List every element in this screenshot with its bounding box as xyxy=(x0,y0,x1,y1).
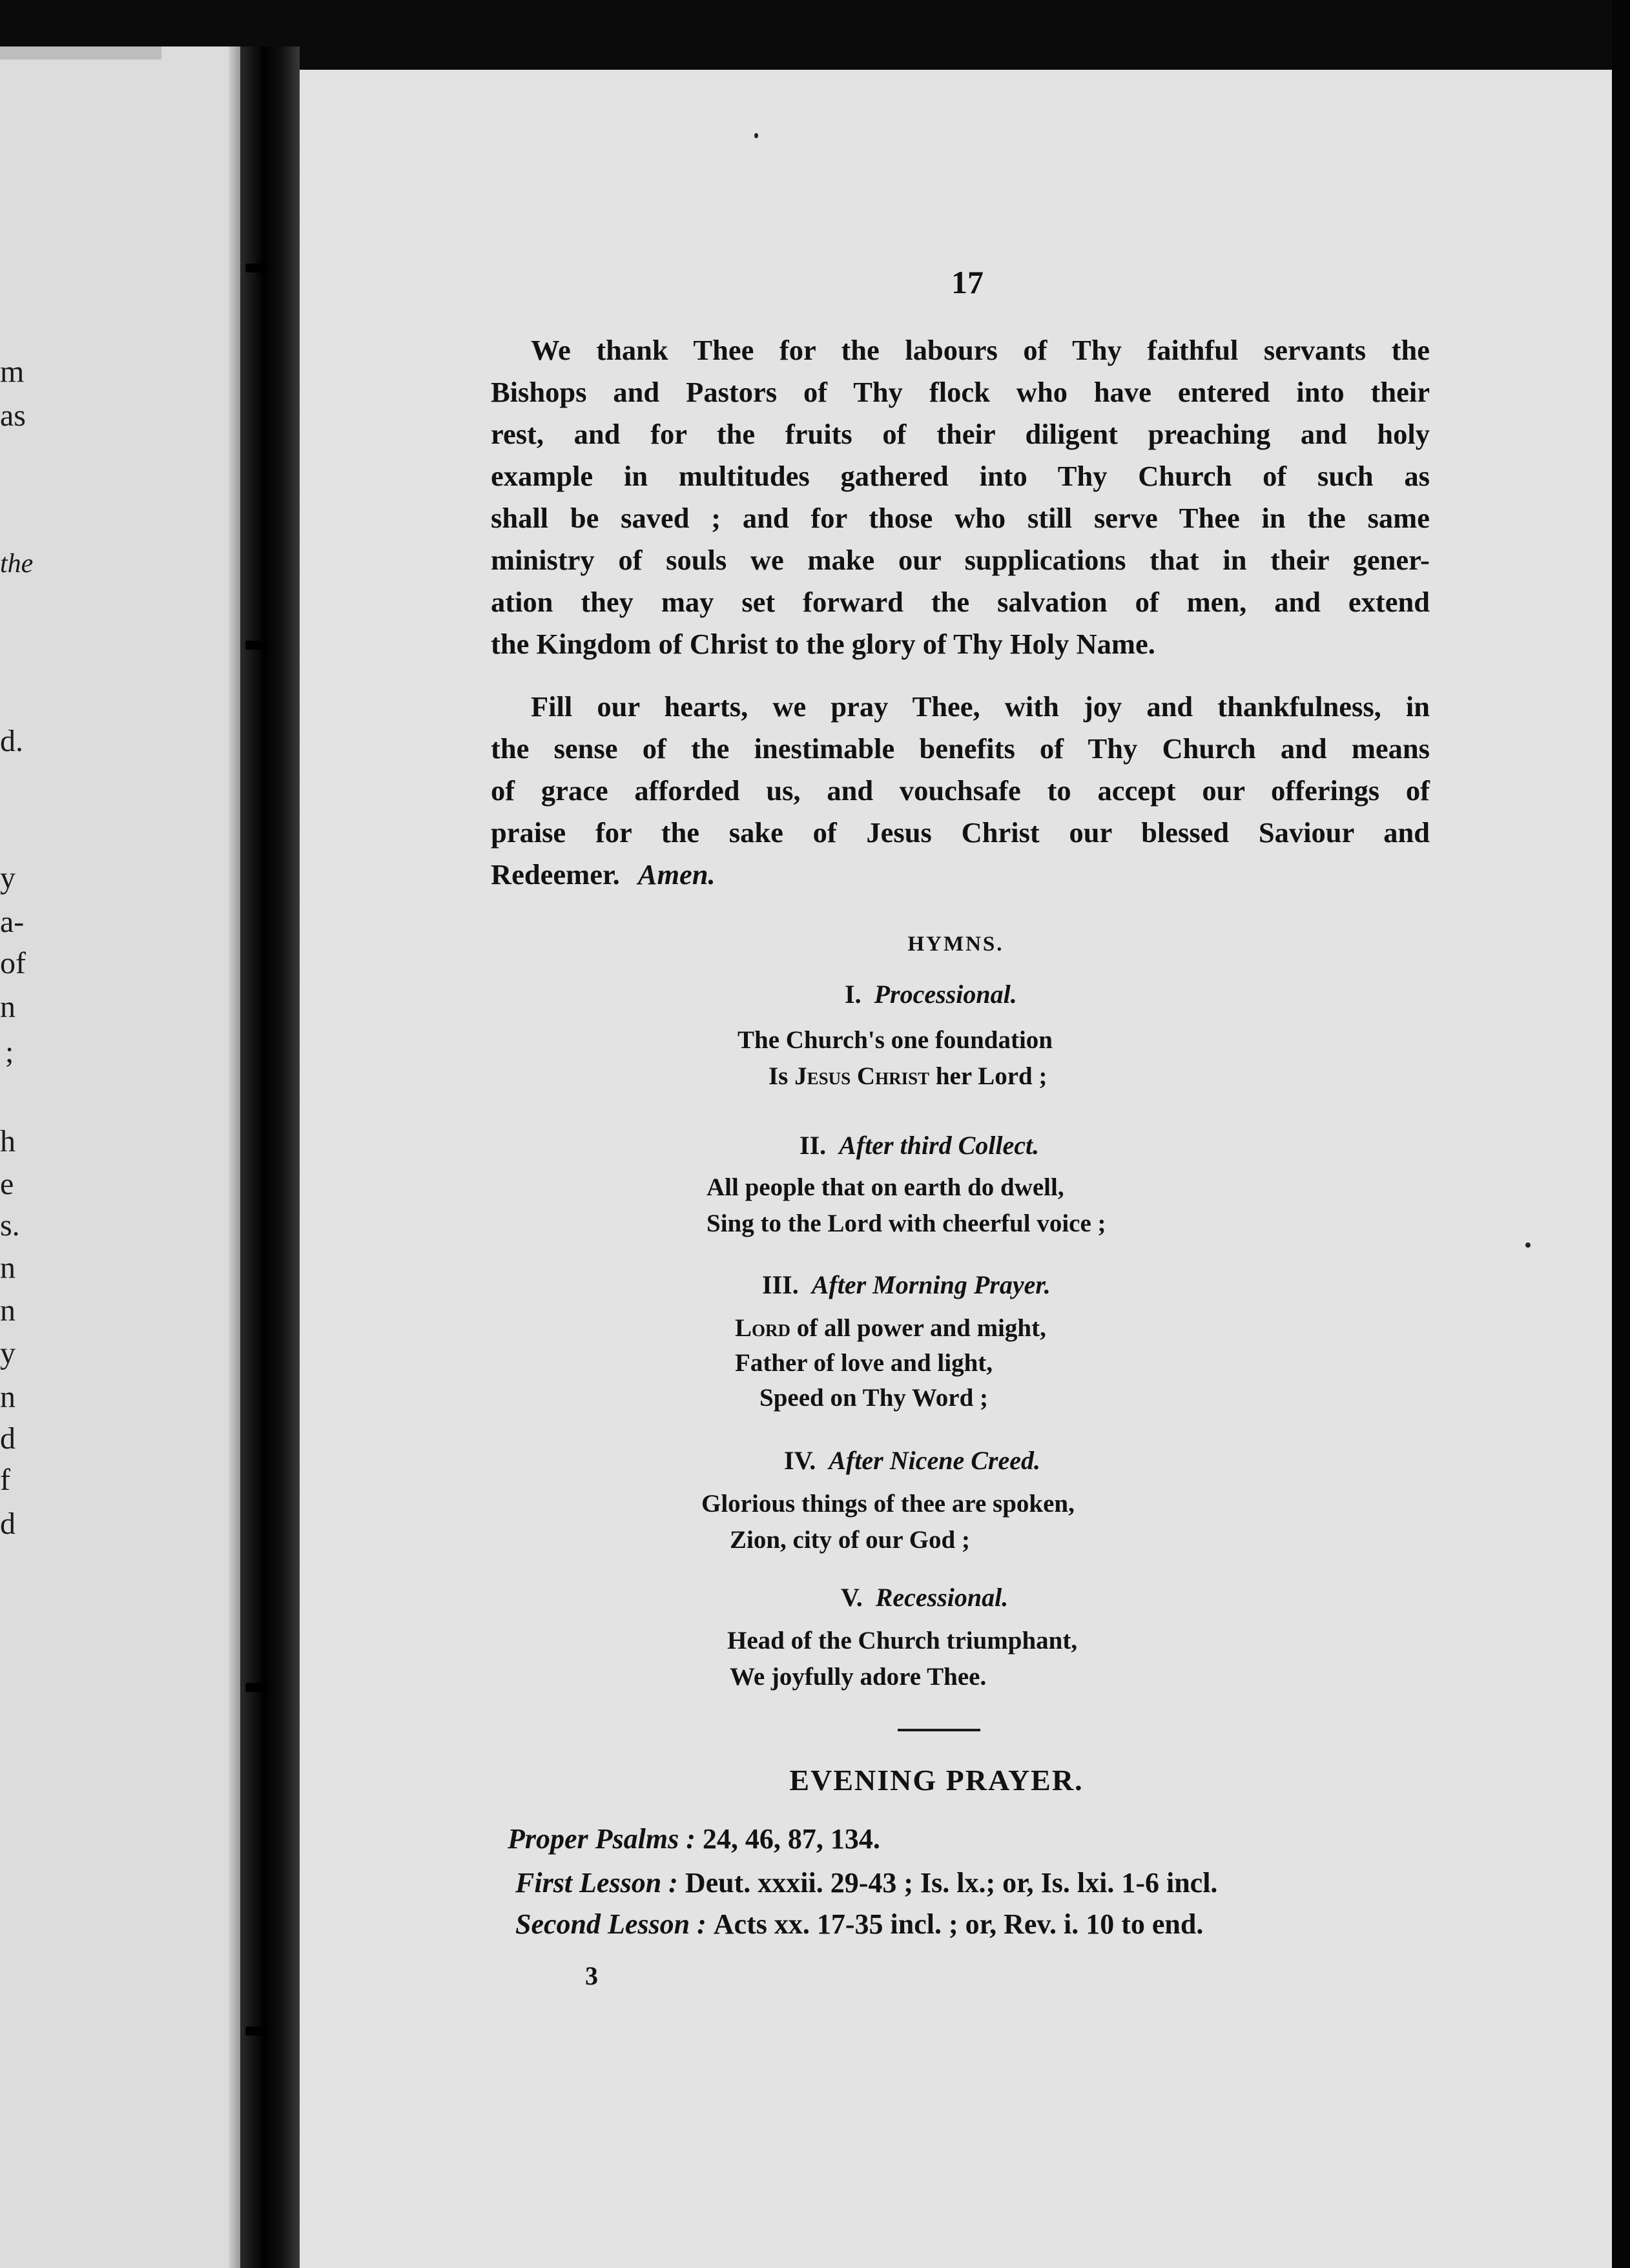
book-gutter xyxy=(240,46,300,2268)
hymn-line: All people that on earth do dwell, xyxy=(707,1173,1064,1201)
first-lesson-row xyxy=(515,1866,1217,1899)
paragraph-line: the sense of the inestimable benefits of Thy Church and means xyxy=(491,732,1430,765)
scan-border-right xyxy=(1612,0,1630,2268)
paragraph-line: Bishops and Pastors of Thy flock who have entered into their xyxy=(491,376,1430,408)
hymn-numeral: IV. xyxy=(784,1446,816,1475)
hymn-line: Sing to the Lord with cheerful voice ; xyxy=(707,1210,1106,1237)
left-page-fragment: f xyxy=(0,1463,10,1497)
section-divider xyxy=(898,1729,980,1731)
left-page-fragment: y xyxy=(0,861,15,895)
page-number: 17 xyxy=(951,264,984,300)
paragraph-line: the Kingdom of Christ to the glory of Thy Holy Name. xyxy=(491,628,1155,660)
paragraph-line-text: Redeemer. xyxy=(491,858,620,891)
left-page-fragment: as xyxy=(0,398,26,433)
left-page-fragment: the xyxy=(0,549,34,579)
paragraph-line: We thank Thee for the labours of Thy faithful servants the xyxy=(531,334,1430,366)
left-page-fragment: n xyxy=(0,1251,15,1285)
hymn-numeral: V. xyxy=(841,1583,863,1612)
lesson-label: First Lesson : xyxy=(515,1867,678,1899)
hymn-line: Speed on Thy Word ; xyxy=(759,1384,989,1412)
paragraph-line: ministry of souls we make our supplications that in their gener- xyxy=(491,544,1430,576)
left-page-fragment: ; xyxy=(5,1035,14,1069)
proper-psalms-row xyxy=(508,1822,880,1855)
hymn-numeral: I. xyxy=(845,980,861,1009)
lesson-label: Second Lesson : xyxy=(515,1908,707,1940)
left-page-fragment: a- xyxy=(0,905,25,939)
lesson-text: 24, 46, 87, 134. xyxy=(702,1823,880,1855)
hymn-heading xyxy=(841,1582,1008,1613)
left-page-fragment: n xyxy=(0,990,15,1024)
hymn-title: After Nicene Creed. xyxy=(829,1446,1040,1475)
hymn-line: The Church's one foundation xyxy=(738,1026,1053,1054)
binding-thread-mark xyxy=(245,1683,267,1692)
left-page-fragment: n xyxy=(0,1294,15,1328)
hymn-title: Recessional. xyxy=(875,1583,1009,1612)
second-lesson-row xyxy=(515,1908,1203,1941)
binding-thread-mark xyxy=(245,641,267,650)
prayer-paragraph-1 xyxy=(491,329,1430,665)
hymn-numeral: II. xyxy=(800,1131,827,1160)
hymn-line: Father of love and light, xyxy=(735,1349,993,1377)
paragraph-line: praise for the sake of Jesus Christ our blessed Saviour and xyxy=(491,816,1430,849)
hymn-heading xyxy=(800,1130,1039,1160)
left-page-fragment: h xyxy=(0,1124,15,1159)
scan-speck xyxy=(1525,1242,1531,1248)
hymns-heading: HYMNS. xyxy=(907,933,1004,956)
lesson-label: Proper Psalms : xyxy=(508,1823,696,1855)
left-page-fragment: y xyxy=(0,1336,15,1370)
amen-text: Amen. xyxy=(637,858,716,891)
paragraph-line: rest, and for the fruits of their diligent preaching and holy xyxy=(491,418,1430,450)
facing-page-left xyxy=(0,46,240,2268)
left-page-fragment: d. xyxy=(0,724,23,758)
hymn-title: After Morning Prayer. xyxy=(811,1270,1051,1299)
paragraph-line: shall be saved ; and for those who still serve Thee in the same xyxy=(491,502,1430,534)
paragraph-line: example in multitudes gathered into Thy Church of such as xyxy=(491,460,1430,492)
left-page-fragment: of xyxy=(0,946,26,980)
paragraph-line xyxy=(491,854,1430,896)
hymn-line: Glorious things of thee are spoken, xyxy=(701,1490,1075,1518)
binding-thread-mark xyxy=(245,2026,267,2036)
hymn-line: Is Jesus Christ her Lord ; xyxy=(769,1062,1047,1090)
hymn-heading xyxy=(845,979,1017,1009)
left-page-fragment: n xyxy=(0,1380,15,1414)
paragraph-line: ation they may set forward the salvation of men, and extend xyxy=(491,586,1430,618)
signature-mark: 3 xyxy=(585,1961,598,1990)
left-page-fragment: s. xyxy=(0,1208,20,1242)
paragraph-line: of grace afforded us, and vouchsafe to accept our offerings of xyxy=(491,774,1430,807)
hymn-title: After third Collect. xyxy=(839,1131,1040,1160)
hymn-line: Lord of all power and might, xyxy=(735,1314,1046,1342)
hymn-line: Head of the Church triumphant, xyxy=(727,1627,1078,1655)
left-page-fragment: d xyxy=(0,1507,15,1541)
evening-prayer-title: EVENING PRAYER. xyxy=(789,1764,1084,1797)
hymn-title: Processional. xyxy=(874,980,1017,1009)
lesson-text: Acts xx. 17-35 incl. ; or, Rev. i. 10 to end. xyxy=(713,1908,1204,1940)
hymn-heading xyxy=(784,1445,1040,1476)
hymn-line: Zion, city of our God ; xyxy=(730,1526,970,1554)
paragraph-line: Fill our hearts, we pray Thee, with joy and thankfulness, in xyxy=(531,690,1430,723)
page-edge-shadow xyxy=(229,46,240,2268)
prayer-paragraph-2 xyxy=(491,686,1430,896)
scan-speck xyxy=(754,133,758,138)
hymn-line: We joyfully adore Thee. xyxy=(730,1663,987,1691)
left-page-fragment: e xyxy=(0,1167,14,1201)
hymn-heading xyxy=(762,1270,1051,1300)
page-edge-strip xyxy=(0,46,161,59)
hymn-numeral: III. xyxy=(762,1270,799,1299)
left-page-fragment: d xyxy=(0,1421,15,1456)
lesson-text: Deut. xxxii. 29-43 ; Is. lx.; or, Is. lxi. 1-6 incl. xyxy=(685,1867,1218,1899)
binding-thread-mark xyxy=(245,263,267,273)
left-page-fragment: m xyxy=(0,355,25,389)
